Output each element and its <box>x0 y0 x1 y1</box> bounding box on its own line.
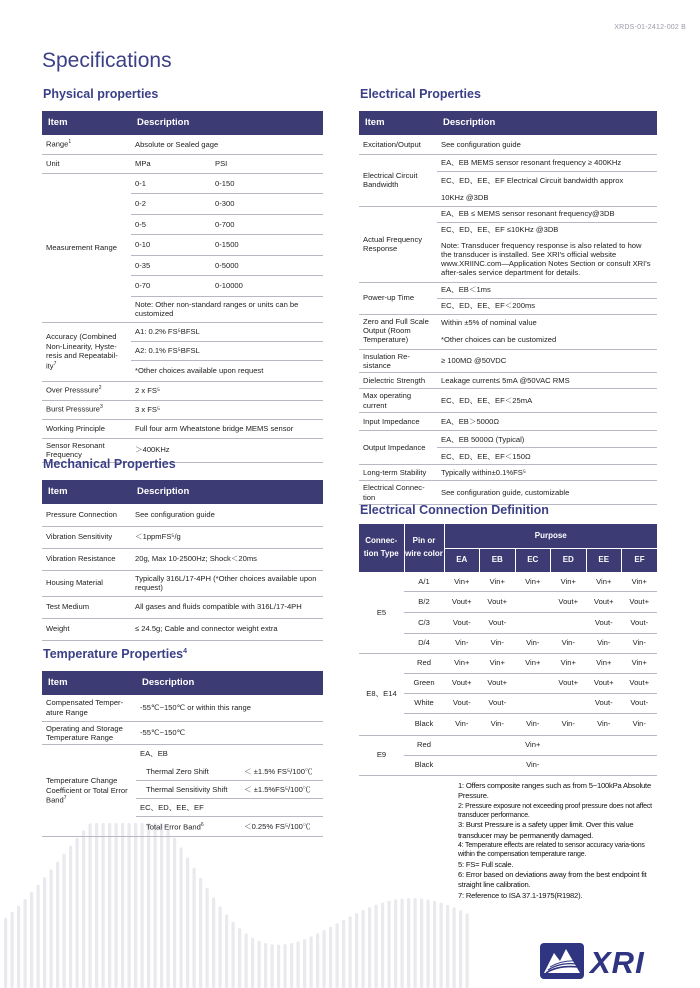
xri-logo-mark-icon <box>540 943 584 979</box>
decorative-bar <box>329 927 332 988</box>
footnote-6: 6: Error based on deviations away from the best endpoint fit straight line calibration. <box>458 870 647 890</box>
electrical-connection-value: See configuration guide, customizable <box>437 481 657 505</box>
header-item: Item <box>359 111 437 135</box>
purpose-cell-eb <box>480 755 516 775</box>
decorative-bar <box>30 892 33 988</box>
decorative-bar <box>375 905 378 988</box>
decorative-bar <box>82 830 85 988</box>
accuracy-label: Accuracy (Combined Non-Linearity, Hyste-resis and Repeatabil-ity$^7$ <box>42 322 131 381</box>
decorative-bar <box>433 901 436 988</box>
burst-pressure-value: 3 x FS⁵ <box>131 400 323 419</box>
range-value: Absolute or Sealed gage <box>131 135 323 154</box>
purpose-cell-ee <box>586 755 622 775</box>
test-medium-label: Test Medium <box>42 596 131 618</box>
accuracy-note: *Other choices available upon request <box>131 360 323 381</box>
connection-type-label: E9 <box>359 735 404 775</box>
purpose-cell-ef: Vout- <box>622 693 658 713</box>
decorative-bar <box>147 823 150 988</box>
decorative-bar <box>440 903 443 988</box>
zero-full-scale-label: Zero and Full Scale Output (Room Temperature) <box>359 314 437 349</box>
decorative-bar <box>459 910 462 988</box>
decorative-bar <box>310 936 313 988</box>
purpose-cell-eb: Vout- <box>480 693 516 713</box>
footnotes <box>458 781 658 901</box>
purpose-cell-ea: Vin+ <box>444 653 480 673</box>
decorative-bar <box>24 899 27 988</box>
electrical-connection-table <box>359 524 657 776</box>
purpose-cell-eb: Vin+ <box>480 653 516 673</box>
header-ef: EF <box>622 548 658 572</box>
xri-logo <box>540 943 665 979</box>
stability-value: Typically within±0.1%FS⁵ <box>437 465 657 481</box>
housing-material-value: Typically 316L/17-4PH (*Other choices available upon request) <box>131 570 323 596</box>
purpose-cell-ee: Vin- <box>586 633 622 653</box>
header-ea: EA <box>444 548 480 572</box>
purpose-cell-ee: Vout+ <box>586 673 622 693</box>
purpose-cell-ed: Vin+ <box>551 653 587 673</box>
decorative-bar <box>186 857 189 988</box>
purpose-cell-ee: Vout- <box>586 693 622 713</box>
purpose-cell-ec <box>515 673 551 693</box>
unit-psi: PSI <box>211 154 323 173</box>
purpose-cell-ef: Vin- <box>622 633 658 653</box>
purpose-cell-ea: Vout+ <box>444 673 480 693</box>
decorative-bar <box>245 933 248 988</box>
temperature-change-label: Temperature Change Coefficient or Total Error Band$^7$ <box>42 745 136 837</box>
purpose-cell-eb <box>480 735 516 755</box>
purpose-cell-ed <box>551 735 587 755</box>
purpose-cell-ed <box>551 755 587 775</box>
burst-pressure-label: Burst Presssure$^3$ <box>42 400 131 419</box>
decorative-bar <box>420 899 423 988</box>
header-ed: ED <box>551 548 587 572</box>
purpose-cell-ee: Vin- <box>586 713 622 735</box>
decorative-bar <box>316 933 319 988</box>
purpose-cell-ec: Vin- <box>515 755 551 775</box>
mpa-value: 0-1 <box>131 173 211 194</box>
decorative-bar <box>102 823 105 988</box>
decorative-bar <box>427 899 430 988</box>
decorative-bar <box>238 928 241 988</box>
purpose-cell-ec: Vin+ <box>515 735 551 755</box>
measurement-note: Note: Other non-standard ranges or units can be customized <box>131 296 323 322</box>
pin-label: Red <box>404 735 444 755</box>
decorative-bar <box>453 907 456 988</box>
decorative-bar <box>323 930 326 988</box>
decorative-bar <box>277 945 280 988</box>
decorative-bar <box>381 903 384 988</box>
actual-frequency-label: Actual Frequency Response <box>359 206 437 282</box>
actual-frequency-note: Note: Transducer frequency response is also related to how the transducer is installed. See XRI's official website www.XRIINC.com—Application Notes Section or consult XRI's after-sales service department for details. <box>437 237 657 282</box>
pin-label: C/3 <box>404 612 444 633</box>
mpa-value: 0-5 <box>131 214 211 235</box>
purpose-cell-ed: Vout+ <box>551 591 587 612</box>
power-up-label: Power-up Time <box>359 282 437 314</box>
decorative-bar <box>290 943 293 988</box>
decorative-bar <box>193 868 196 988</box>
mpa-value: 0-70 <box>131 276 211 297</box>
purpose-cell-ef: Vin- <box>622 713 658 735</box>
header-description: Description <box>131 480 323 504</box>
unit-mpa: MPa <box>131 154 211 173</box>
output-impedance-ea-eb: EA、EB 5000Ω (Typical) <box>437 431 657 448</box>
decorative-bar <box>199 878 202 988</box>
weight-label: Weight <box>42 618 131 640</box>
purpose-cell-eb: Vout+ <box>480 591 516 612</box>
decorative-bar <box>89 823 92 988</box>
power-up-ea-eb: EA、EB＜1ms <box>437 282 657 298</box>
decorative-bar <box>121 823 124 988</box>
purpose-cell-ea: Vout- <box>444 693 480 713</box>
mpa-value: 0-10 <box>131 235 211 256</box>
decorative-bar <box>303 939 306 988</box>
purpose-cell-ea <box>444 735 480 755</box>
total-error-band-value: ＜0.25% FS⁵/100℃ <box>240 817 323 837</box>
decorative-bars-graphic <box>0 820 470 988</box>
decorative-bar <box>342 920 345 988</box>
accuracy-a2: A2: 0.1% FS⁵BFSL <box>131 341 323 360</box>
purpose-cell-eb: Vin+ <box>480 572 516 591</box>
bandwidth-ec-ef: EC、ED、EE、EF Electrical Circuit bandwidth approx <box>441 175 624 185</box>
power-up-ec-ef: EC、ED、EE、EF＜200ms <box>437 298 657 314</box>
insulation-value: ≥ 100MΩ @50VDC <box>437 349 657 373</box>
max-current-value: EC、ED、EE、EF＜25mA <box>437 389 657 413</box>
decorative-bar <box>264 943 267 988</box>
weight-value: ≤ 24.5g; Cable and connector weight extra <box>131 618 323 640</box>
decorative-bar <box>219 906 222 988</box>
decorative-bar <box>108 823 111 988</box>
header-item: Item <box>42 480 131 504</box>
decorative-bar <box>394 899 397 988</box>
operating-range-label: Operating and Storage Temperature Range <box>42 721 136 745</box>
decorative-bar <box>271 944 274 988</box>
purpose-cell-ea: Vin+ <box>444 572 480 591</box>
pressure-connection-value: See configuration guide <box>131 504 323 526</box>
decorative-bar <box>466 913 469 988</box>
total-error-band-label: Total Error Band$^6$ <box>136 817 240 837</box>
decorative-bar <box>284 944 287 988</box>
decorative-bar <box>76 838 79 988</box>
bandwidth-value: 10KHz @3DB <box>437 189 657 206</box>
excitation-value: See configuration guide <box>437 135 657 154</box>
electrical-properties-heading: Electrical Properties <box>360 87 481 101</box>
purpose-cell-ee: Vin+ <box>586 572 622 591</box>
purpose-cell-ee <box>586 735 622 755</box>
zero-full-scale-note: *Other choices can be customized <box>437 330 657 349</box>
pressure-connection-label: Pressure Connection <box>42 504 131 526</box>
purpose-cell-ed: Vin- <box>551 713 587 735</box>
decorative-bar <box>11 912 14 988</box>
document-code: XRDS-01-2412-002 B <box>614 24 686 31</box>
purpose-cell-eb: Vout- <box>480 612 516 633</box>
page-title: Specifications <box>42 49 172 72</box>
bandwidth-ea-eb: EA、EB MEMS sensor resonant frequency ≥ 400KHz <box>437 154 657 171</box>
mechanical-properties-table <box>42 480 323 641</box>
decorative-bar <box>154 823 157 988</box>
decorative-bar <box>349 916 352 988</box>
purpose-cell-ea: Vout- <box>444 612 480 633</box>
header-item: Item <box>42 111 131 135</box>
purpose-cell-eb: Vin- <box>480 713 516 735</box>
electrical-properties-table <box>359 111 657 505</box>
group-ec-ef: EC、ED、EE、EF <box>136 799 323 817</box>
purpose-cell-eb: Vin- <box>480 633 516 653</box>
purpose-cell-ed: Vin+ <box>551 572 587 591</box>
decorative-bar <box>128 823 131 988</box>
operating-range-value: -55℃~150℃ <box>136 721 323 745</box>
header-description: Description <box>136 671 323 695</box>
dielectric-label: Dielectric Strength <box>359 373 437 389</box>
mpa-value: 0-2 <box>131 194 211 215</box>
thermal-sensitivity-shift-value: ＜ ±1.5%FS⁵/100℃ <box>240 781 323 799</box>
decorative-bar <box>167 829 170 988</box>
purpose-cell-ef <box>622 735 658 755</box>
mechanical-properties-heading: Mechanical Properties <box>43 457 176 471</box>
actual-frequency-ec-ef: EC、ED、EE、EF ≤10KHz @3DB <box>441 225 559 234</box>
decorative-bar <box>206 888 209 988</box>
working-principle-label: Working Principle <box>42 419 131 438</box>
xri-logo-text: XRI <box>590 945 645 980</box>
decorative-bar <box>336 923 339 988</box>
header-pin: Pin or wire color <box>404 524 444 572</box>
decorative-bar <box>388 901 391 988</box>
connection-type-label: E5 <box>359 572 404 653</box>
insulation-label: Insulation Re-sistance <box>359 349 437 373</box>
electrical-connection-label: Electrical Connec-tion <box>359 481 437 505</box>
excitation-label: Excitation/Output <box>359 135 437 154</box>
purpose-cell-ed <box>551 612 587 633</box>
decorative-bar <box>160 823 163 988</box>
purpose-cell-ef: Vin+ <box>622 572 658 591</box>
purpose-cell-ee: Vout+ <box>586 591 622 612</box>
decorative-bar <box>17 906 20 988</box>
decorative-bar <box>4 918 7 988</box>
pin-label: A/1 <box>404 572 444 591</box>
decorative-bar <box>362 910 365 988</box>
decorative-bar <box>173 838 176 988</box>
housing-material-label: Housing Material <box>42 570 131 596</box>
purpose-cell-ea: Vout+ <box>444 591 480 612</box>
group-ea-eb: EA、EB <box>140 749 168 759</box>
vibration-sensitivity-value: ＜1ppmFS⁵/g <box>131 526 323 548</box>
vibration-resistance-value: 20g, Max 10-2500Hz; Shock＜20ms <box>131 548 323 570</box>
header-eb: EB <box>480 548 516 572</box>
physical-properties-heading: Physical properties <box>43 87 159 101</box>
psi-value: 0-1500 <box>211 235 323 256</box>
decorative-bar <box>212 897 215 988</box>
decorative-bar <box>37 885 40 988</box>
physical-properties-table <box>42 111 323 463</box>
vibration-resistance-label: Vibration Resistance <box>42 548 131 570</box>
psi-value: 0-700 <box>211 214 323 235</box>
stability-label: Long-term Stability <box>359 465 437 481</box>
purpose-cell-ee: Vin+ <box>586 653 622 673</box>
connection-type-label: E8、E14 <box>359 653 404 735</box>
purpose-cell-ed: Vin- <box>551 633 587 653</box>
psi-value: 0-5000 <box>211 255 323 276</box>
compensated-range-value: -55℃~150℃ or within this range <box>136 695 323 721</box>
psi-value: 0-150 <box>211 173 323 194</box>
resonant-frequency-label: Sensor Resonant Frequency <box>42 438 131 462</box>
input-impedance-label: Input Impedance <box>359 413 437 431</box>
purpose-cell-ee: Vout- <box>586 612 622 633</box>
over-pressure-label: Over Presssure$^2$ <box>42 381 131 400</box>
purpose-cell-ef: Vout+ <box>622 673 658 693</box>
footnote-2: 2: Pressure exposure not exceeding proof pressure does not affect transducer performance. <box>458 802 652 819</box>
purpose-cell-ed: Vout+ <box>551 673 587 693</box>
purpose-cell-ec <box>515 693 551 713</box>
purpose-cell-ef: Vin+ <box>622 653 658 673</box>
decorative-bar <box>115 823 118 988</box>
input-impedance-value: EA、EB＞5000Ω <box>437 413 657 431</box>
pin-label: Black <box>404 713 444 735</box>
footnote-1: 1: Offers composite ranges such as from 5~100kPa Absolute Pressure. <box>458 781 651 801</box>
measurement-range-label: Measurement Range <box>42 173 131 322</box>
accuracy-a1: A1: 0.2% FS⁵BFSL <box>131 322 323 341</box>
temperature-properties-table <box>42 671 323 837</box>
decorative-bar <box>63 854 66 988</box>
decorative-bar <box>401 899 404 988</box>
working-principle-value: Full four arm Wheatstone bridge MEMS sensor <box>131 419 323 438</box>
unit-label: Unit <box>42 154 131 173</box>
purpose-cell-ec: Vin+ <box>515 572 551 591</box>
purpose-cell-ec: Vin- <box>515 633 551 653</box>
purpose-cell-ec <box>515 612 551 633</box>
psi-value: 0-10000 <box>211 276 323 297</box>
header-description: Description <box>131 111 323 135</box>
footnote-7: 7: Reference to ISA 37.1-1975(R1982). <box>458 890 583 900</box>
temperature-properties-heading: Temperature Properties$^4$ <box>43 647 188 661</box>
purpose-cell-ef: Vout+ <box>622 591 658 612</box>
header-ec: EC <box>515 548 551 572</box>
thermal-zero-shift-label: Thermal Zero Shift <box>136 763 240 781</box>
dielectric-value: Leakage current≤ 5mA @50VAC RMS <box>437 373 657 389</box>
decorative-bar <box>446 905 449 988</box>
decorative-bar <box>134 823 137 988</box>
max-current-label: Max operating current <box>359 389 437 413</box>
thermal-zero-shift-value: ＜ ±1.5% FS⁵/100℃ <box>240 763 323 781</box>
purpose-cell-ea: Vin- <box>444 633 480 653</box>
decorative-bar <box>180 847 183 988</box>
purpose-cell-ea <box>444 755 480 775</box>
thermal-sensitivity-shift-label: Thermal Sensitivity Shift <box>136 781 240 799</box>
decorative-bar <box>50 869 53 988</box>
footnote-3: 3: Burst Pressure is a safety upper limit. Over this value transducer may be permanently damaged. <box>458 820 634 840</box>
pin-label: Black <box>404 755 444 775</box>
test-medium-value: All gases and fluids compatible with 316L/17-4PH <box>131 596 323 618</box>
over-pressure-value: 2 x FS⁵ <box>131 381 323 400</box>
purpose-cell-eb: Vout+ <box>480 673 516 693</box>
zero-full-scale-value: Within ±5% of nominal value <box>441 317 537 327</box>
output-impedance-label: Output Impedance <box>359 431 437 465</box>
pin-label: Red <box>404 653 444 673</box>
range-label: Range$^1$ <box>42 135 131 154</box>
header-item: Item <box>42 671 136 695</box>
decorative-bar <box>251 938 254 988</box>
purpose-cell-ec: Vin+ <box>515 653 551 673</box>
actual-frequency-ea-eb: EA、EB ≤ MEMS sensor resonant frequency@3DB <box>437 206 657 222</box>
decorative-bar <box>297 941 300 988</box>
purpose-cell-ec: Vin- <box>515 713 551 735</box>
footnote-4: 4: Temperature effects are related to sensor accuracy varia-tions within the compensation temperature range. <box>458 841 645 859</box>
decorative-bar <box>407 898 410 988</box>
header-ee: EE <box>586 548 622 572</box>
decorative-bar <box>414 898 417 988</box>
decorative-bar <box>258 941 261 988</box>
mpa-value: 0-35 <box>131 255 211 276</box>
purpose-cell-ea: Vin- <box>444 713 480 735</box>
pin-label: Green <box>404 673 444 693</box>
decorative-bar <box>141 823 144 988</box>
purpose-cell-ed <box>551 693 587 713</box>
header-connection-type: Connec-tion Type <box>359 524 404 572</box>
pin-label: D/4 <box>404 633 444 653</box>
resonant-frequency-value: ＞400KHz <box>131 438 323 462</box>
output-impedance-ec-ef: EC、ED、EE、EF＜150Ω <box>437 448 657 465</box>
decorative-bar <box>95 823 98 988</box>
footnote-5: 5: FS= Full scale. <box>458 859 514 869</box>
decorative-bar <box>225 915 228 988</box>
vibration-sensitivity-label: Vibration Sensitivity <box>42 526 131 548</box>
pin-label: White <box>404 693 444 713</box>
electrical-connection-heading: Electrical Connection Definition <box>360 503 549 517</box>
decorative-bar <box>355 913 358 988</box>
decorative-bar <box>232 922 235 988</box>
header-description: Description <box>437 111 657 135</box>
pin-label: B/2 <box>404 591 444 612</box>
psi-value: 0-300 <box>211 194 323 215</box>
purpose-cell-ef <box>622 755 658 775</box>
purpose-cell-ec <box>515 591 551 612</box>
decorative-bar <box>69 846 72 988</box>
compensated-range-label: Compensated Temper-ature Range <box>42 695 136 721</box>
header-purpose: Purpose <box>444 524 657 548</box>
decorative-bar <box>368 907 371 988</box>
bandwidth-label: Electrical Circuit Bandwidth <box>359 154 437 206</box>
decorative-bar <box>43 877 46 988</box>
decorative-bar <box>56 862 59 988</box>
purpose-cell-ef: Vout- <box>622 612 658 633</box>
